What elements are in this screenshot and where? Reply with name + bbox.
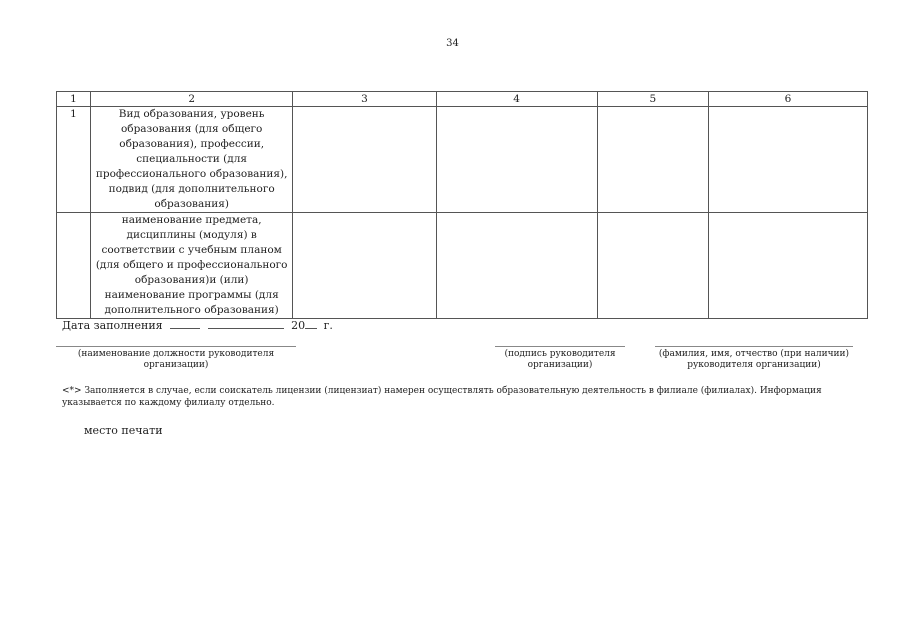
day-blank: [170, 318, 200, 329]
signature-caption: (подпись руководителя организации): [504, 349, 616, 370]
column-header: 1: [57, 92, 91, 107]
table-header-row: [57, 92, 868, 107]
table-cell: [436, 107, 597, 213]
fill-date-line: [62, 318, 333, 332]
table-row: [57, 213, 868, 319]
year-prefix: 20: [291, 319, 306, 332]
row-description: Вид образования, уровень образования (для общего образования), профессии, специальности (для профессионального образования), подвид (для дополнительного образования): [91, 107, 293, 213]
column-header: 2: [91, 92, 293, 107]
table-cell: [436, 213, 597, 319]
footnote: <*> Заполняется в случае, если соискатель лицензии (лицензиат) намерен осуществлять образовательную деятельность в филиале (филиалах). Информация указывается по каждому филиалу отдельно.: [62, 386, 822, 408]
row-number: [57, 213, 91, 319]
table-cell: [597, 213, 708, 319]
name-signature-block: [655, 346, 853, 371]
position-line: [56, 346, 296, 347]
table-cell: [597, 107, 708, 213]
signature-block: [495, 346, 625, 371]
name-caption: (фамилия, имя, отчество (при наличии) руководителя организации): [658, 349, 850, 370]
position-signature-block: [56, 346, 296, 371]
name-line: [655, 346, 853, 347]
month-blank: [208, 318, 284, 329]
table-cell: [709, 107, 868, 213]
row-description: наименование предмета, дисциплины (модуля) в соответствии с учебным планом (для общего и профессионального образования)и (или) наименование программы (для дополнительного образования): [91, 213, 293, 319]
page-number: 34: [446, 38, 459, 49]
column-header: 3: [293, 92, 436, 107]
column-header: 4: [436, 92, 597, 107]
row-number: 1: [57, 107, 91, 213]
table-cell: [293, 213, 436, 319]
table-cell: [293, 107, 436, 213]
year-blank: [305, 318, 317, 329]
fill-date-label: Дата заполнения: [62, 319, 163, 332]
table-row: [57, 107, 868, 213]
column-header: 5: [597, 92, 708, 107]
year-suffix: г.: [323, 319, 333, 332]
table-cell: [709, 213, 868, 319]
column-header: 6: [709, 92, 868, 107]
license-table: [56, 91, 868, 319]
stamp-placeholder: место печати: [84, 424, 163, 437]
position-caption: (наименование должности руководителя организации): [77, 349, 275, 370]
signature-line: [495, 346, 625, 347]
